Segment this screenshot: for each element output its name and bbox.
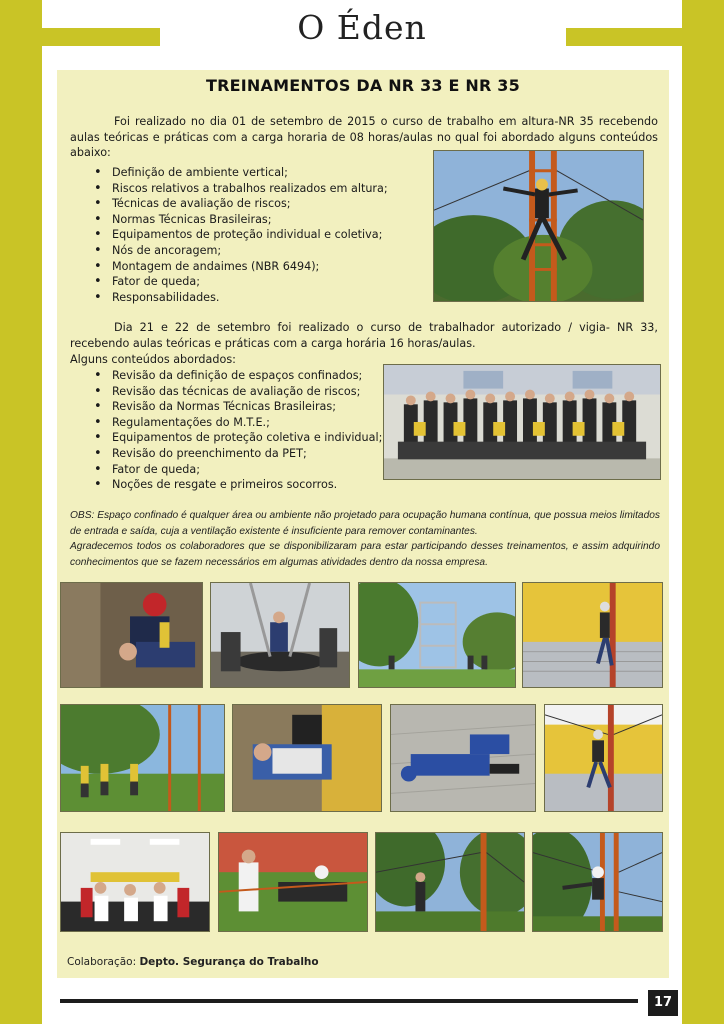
topics-label: Alguns conteúdos abordados: (70, 353, 236, 366)
obs-text: OBS: Espaço confinado é qualquer área ou ambiente não projetado para ocupação humana contínua, que possua meios limitados de entrada e saída, cuja a ventilação existente é insuficiente para remover contaminantes. (70, 510, 660, 537)
photo-pole-rope-yellow (544, 704, 663, 812)
left-accent-bar (0, 0, 42, 1024)
intro-paragraph-nr33: Dia 21 e 22 de setembro foi realizado o curso de trabalhador autorizado / vigia- NR 33, recebendo aulas teóricas e práticas com a carga horária 16 horas/aulas. (70, 321, 658, 350)
list-item: • Responsabilidades. (92, 290, 432, 306)
nr33-topic-list (92, 368, 392, 493)
photo-tree-rope-access (375, 832, 525, 932)
list-item: • Normas Técnicas Brasileiras; (92, 212, 432, 228)
list-item: • Nós de ancoragem; (92, 243, 432, 259)
list-item: • Equipamentos de proteção coletiva e individual; (92, 430, 392, 446)
magazine-title: O Éden (297, 8, 427, 47)
thanks-text: Agradecemos todos os colaboradores que se disponibilizaram para estar participando desses treinamentos, e assim adquirindo conhecimentos que se fazem necessários em algumas atividades dentro da nossa empresa. (70, 541, 660, 568)
photo-tower-climb-ropes (532, 832, 663, 932)
photo-stretcher-rescue (232, 704, 382, 812)
photo-outdoor-rope-training (60, 704, 225, 812)
list-item: • Definição de ambiente vertical; (92, 165, 432, 181)
intro-paragraph-nr35: Foi realizado no dia 01 de setembro de 2015 o curso de trabalho em altura-NR 35 recebendo aulas teóricas e práticas com a carga horaria de 08 horas/aulas no qual foi abordado alguns conteúdos abaixo: (70, 115, 658, 159)
list-item: • Revisão da Normas Técnicas Brasileiras; (92, 399, 392, 415)
list-item: • Revisão da definição de espaços confinados; (92, 368, 392, 384)
photo-outdoor-group-rescue (218, 832, 368, 932)
list-item: • Revisão do preenchimento da PET; (92, 446, 392, 462)
photo-rescue-harness (60, 582, 203, 688)
photo-floor-rescue-practice (390, 704, 536, 812)
photo-pole-climber-yellow (522, 582, 663, 688)
obs-paragraph (70, 508, 660, 570)
credit-label: Colaboração: (67, 956, 137, 968)
right-accent-bar (682, 0, 724, 1024)
photo-scaffold-outdoor (358, 582, 516, 688)
list-item: • Fator de queda; (92, 462, 392, 478)
list-item: • Montagem de andaimes (NBR 6494); (92, 259, 432, 275)
page-number: 17 (648, 990, 678, 1016)
list-item: • Fator de queda; (92, 274, 432, 290)
article-title: TREINAMENTOS DA NR 33 E NR 35 (206, 76, 520, 95)
photo-indoor-carry-rescue (60, 832, 210, 932)
photo-confined-space-entry (210, 582, 350, 688)
photo-climber-tower (433, 150, 644, 302)
photo-group-trainees (383, 364, 661, 480)
list-item: • Noções de resgate e primeiros socorros. (92, 477, 392, 493)
footer-rule (60, 999, 638, 1003)
list-item: • Técnicas de avaliação de riscos; (92, 196, 432, 212)
list-item: • Revisão das técnicas de avaliação de riscos; (92, 384, 392, 400)
nr35-topic-list (92, 165, 432, 305)
list-item: • Regulamentações do M.T.E.; (92, 415, 392, 431)
credit-line (67, 956, 319, 968)
list-item: • Riscos relativos a trabalhos realizados em altura; (92, 181, 432, 197)
list-item: • Equipamentos de proteção individual e coletiva; (92, 227, 432, 243)
credit-department: Depto. Segurança do Trabalho (139, 956, 319, 968)
